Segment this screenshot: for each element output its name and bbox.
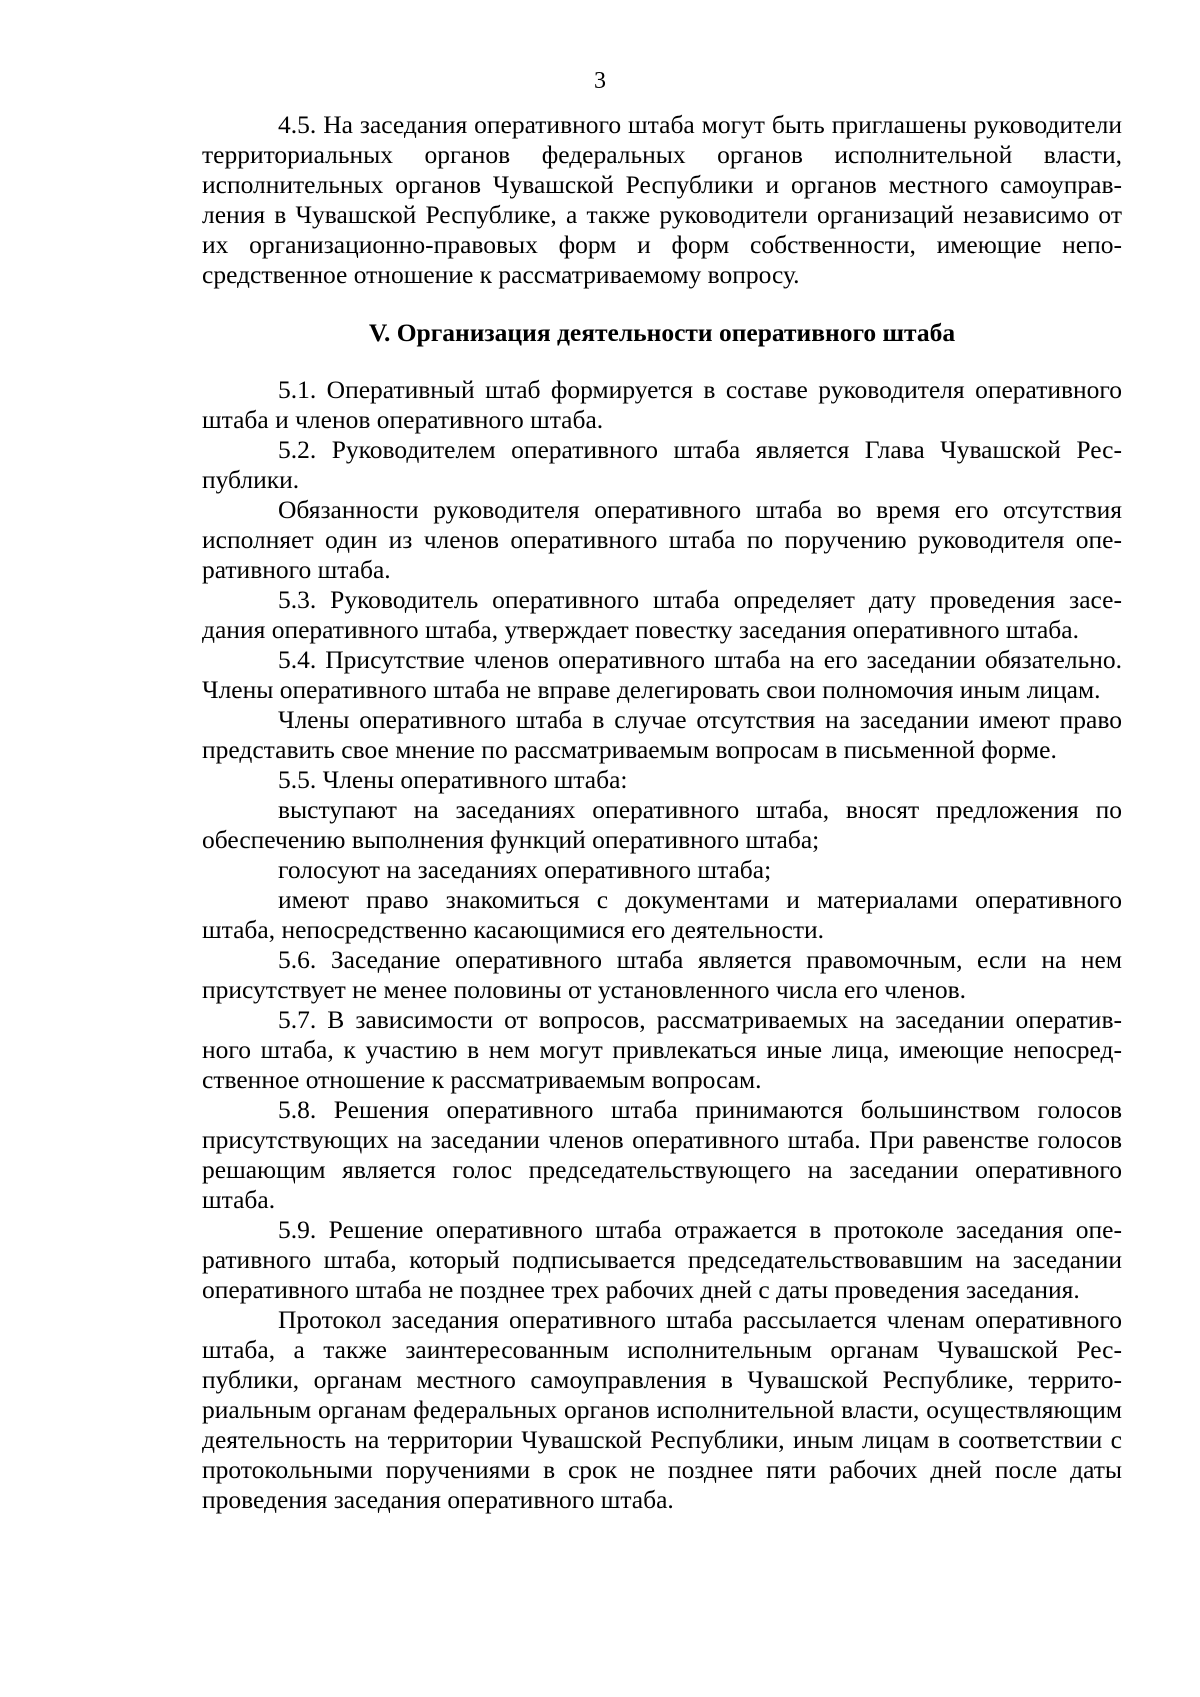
spacer [202,290,1122,318]
paragraph: голосуют на заседаниях оперативного штаба; [278,855,772,884]
spacer [202,348,1122,375]
paragraph: 5.2. Руководителем оперативного штаба является Глава Чувашской Республики. [202,435,1122,494]
paragraph: Обязанности руководителя оперативного штаба во время его отсутствия исполняет один из членов оперативного штаба по поручению руководителя оперативного штаба. [202,495,1122,584]
paragraph: 5.1. Оперативный штаб формируется в составе руководителя оперативного штаба и членов оперативного штаба. [202,375,1122,434]
paragraph: 5.7. В зависимости от вопросов, рассматриваемых на заседании оперативного штаба, к участию в нем могут привлекаться иные лица, имеющие непосредственное отношение к рассматриваемым вопросам. [202,1005,1122,1094]
paragraph: выступают на заседаниях оперативного штаба, вносят предложения по обеспечению выполнения функций оперативного штаба; [202,795,1122,854]
paragraph-4-5: 4.5. На заседания оперативного штаба могут быть приглашены руководители территориальных органов федеральных органов исполнительной власти, исполнительных органов Чувашской Республики и органов местного самоуправления в Чувашской Республике, а также руководители организаций независимо от их организационно-правовых форм и форм собственности, имеющие непосредственное отношение к рассматриваемому вопросу. [202,110,1122,289]
paragraph: имеют право знакомиться с документами и материалами оперативного штаба, непосредственно касающимися его деятельности. [202,885,1122,944]
paragraph: 5.6. Заседание оперативного штаба является правомочным, если на нем присутствует не менее половины от установленного числа его членов. [202,945,1122,1004]
document-body [202,110,1122,1515]
paragraph: 5.9. Решение оперативного штаба отражается в протоколе заседания оперативного штаба, который подписывается председательствовавшим на заседании оперативного штаба не позднее трех рабочих дней с даты проведения заседания. [202,1215,1122,1304]
paragraph: Протокол заседания оперативного штаба рассылается членам оперативного штаба, а также заинтересованным исполнительным органам Чувашской Республики, органам местного самоуправления в Чувашской Республике, территориальным органам федеральных органов исполнительной власти, осуществляющим деятельность на территории Чувашской Республики, иным лицам в соответствии с протокольными поручениями в срок не позднее пяти рабочих дней после даты проведения заседания оперативного штаба. [202,1305,1122,1514]
paragraph: 5.5. Члены оперативного штаба: [278,765,628,794]
paragraph: 5.8. Решения оперативного штаба принимаются большинством голосов присутствующих на заседании членов оперативного штаба. При равенстве голосов решающим является голос председательствующего на заседании оперативного штаба. [202,1095,1122,1214]
paragraph: Члены оперативного штаба в случае отсутствия на заседании имеют право представить свое мнение по рассматриваемым вопросам в письменной форме. [202,705,1122,764]
paragraph: 5.3. Руководитель оперативного штаба определяет дату проведения заседания оперативного штаба, утверждает повестку заседания оперативного штаба. [202,585,1122,644]
page-number: 3 [594,68,606,94]
section-heading: V. Организация деятельности оперативного штаба [368,318,956,347]
paragraph: 5.4. Присутствие членов оперативного штаба на его заседании обязательно. Члены оперативного штаба не вправе делегировать свои полномочия иным лицам. [202,645,1122,704]
